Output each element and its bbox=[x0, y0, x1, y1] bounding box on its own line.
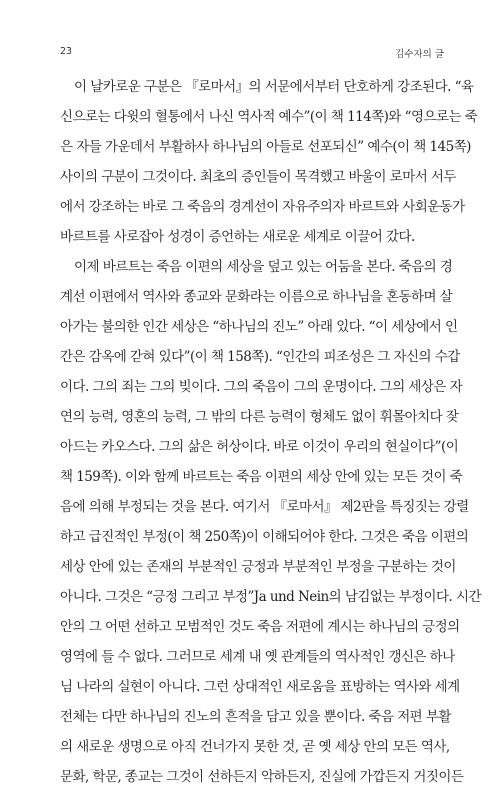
text-line: 책 159쪽). 이와 함께 바르트는 죽음 이편의 세상 안에 있는 모든 것이 죽 bbox=[60, 469, 463, 485]
text-line: 이 날카로운 구분은 『로마서』의 서문에서부터 단호하게 강조된다. “육 bbox=[74, 79, 474, 95]
text-line: 하고 급진적인 부정(이 책 250쪽)이 이해되어야 한다. 그것은 죽음 이편의 bbox=[60, 529, 469, 545]
text-line: 사이의 구분이 그것이다. 최초의 증인들이 목격했고 바울이 로마서 서두 bbox=[60, 169, 456, 185]
body-text bbox=[60, 72, 481, 792]
text-line: 이제 바르트는 죽음 이편의 세상을 덮고 있는 어둠을 본다. 죽음의 경 bbox=[74, 259, 453, 275]
text-line: 님 나라의 실현이 아니다. 그런 상대적인 새로움을 표방하는 역사와 세계 bbox=[60, 679, 460, 695]
text-line: 안의 그 어떤 선하고 모범적인 것도 죽음 저편에 계시는 하나님의 긍정의 bbox=[60, 619, 460, 635]
text-line: 문화, 학문, 종교는 그것이 선하든지 악하든지, 진실에 가깝든지 거짓이든 bbox=[60, 769, 464, 785]
page-number: 23 bbox=[60, 46, 73, 57]
text-line: 아니다. 그것은 “긍정 그리고 부정”Ja und Nein의 남김없는 부정이다. 시간 bbox=[60, 589, 481, 605]
text-line: 연의 능력, 영혼의 능력, 그 밖의 다른 능력이 형체도 없이 휘몰아치다 잦 bbox=[60, 409, 459, 425]
text-line: 아가는 불의한 인간 세상은 “하나님의 진노” 아래 있다. “이 세상에서 인 bbox=[60, 319, 458, 335]
text-line: 전체는 다만 하나님의 진노의 흔적을 담고 있을 뿐이다. 죽음 저편 부활 bbox=[60, 709, 451, 725]
page-header bbox=[60, 46, 444, 60]
text-line: 은 자들 가운데서 부활하사 하나님의 아들로 선포되신” 예수(이 책 145쪽) bbox=[60, 139, 471, 155]
text-line: 세상 안에 있는 존재의 부분적인 긍정과 부분적인 부정을 구분하는 것이 bbox=[60, 559, 456, 575]
text-line: 영역에 들 수 없다. 그러므로 세계 내 옛 관계들의 역사적인 갱신은 하나 bbox=[60, 649, 455, 665]
running-title: 김수자의 글 bbox=[395, 49, 444, 60]
text-line: 음에 의해 부정되는 것을 본다. 여기서 『로마서』 제2판을 특징짓는 강렬 bbox=[60, 499, 469, 515]
text-line: 신으로는 다윗의 혈통에서 나신 역사적 예수”(이 책 114쪽)와 “영으로는 죽 bbox=[60, 109, 478, 125]
text-line: 아드는 카오스다. 그의 삶은 허상이다. 바로 이것이 우리의 현실이다”(이 bbox=[60, 439, 459, 455]
text-line: 에서 강조하는 바로 그 죽음의 경계선이 자유주의자 바르트와 사회운동가 bbox=[60, 199, 465, 215]
text-line: 바르트를 사로잡아 성경이 증언하는 새로운 세계로 이끌어 갔다. bbox=[60, 229, 415, 245]
text-line: 계선 이편에서 역사와 종교와 문화라는 이름으로 하나님을 혼동하며 살 bbox=[60, 289, 453, 305]
text-line: 간은 감옥에 갇혀 있다”(이 책 158쪽). “인간의 피조성은 그 자신의 수갑 bbox=[60, 349, 460, 365]
text-line: 의 새로운 생명으로 아직 건너가지 못한 것, 곧 옛 세상 안의 모든 역사, bbox=[60, 739, 450, 755]
text-line: 이다. 그의 죄는 그의 빚이다. 그의 죽음이 그의 운명이다. 그의 세상은 자 bbox=[60, 379, 463, 395]
